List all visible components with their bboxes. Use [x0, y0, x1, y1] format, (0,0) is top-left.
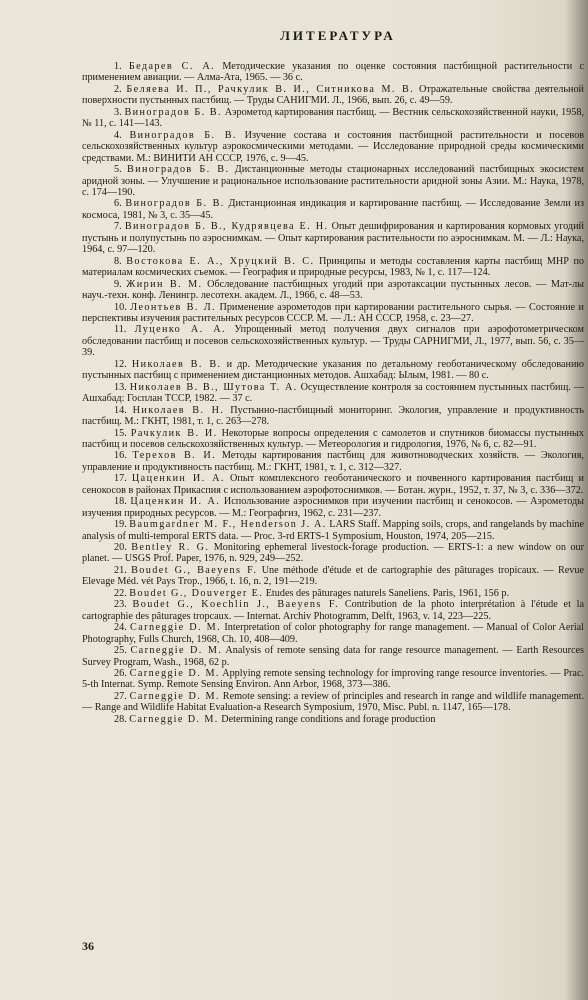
reference-number: 22. — [114, 587, 127, 599]
reference-number: 19. — [114, 519, 127, 531]
reference-author: Виноградов Б. В. — [124, 106, 222, 118]
reference-author: Boudet G., Baeyens F. — [131, 564, 258, 576]
reference-author: Цаценкин И. А. — [130, 496, 221, 508]
reference-number: 25. — [114, 645, 127, 657]
reference-number: 26. — [114, 668, 127, 680]
reference-item — [82, 84, 584, 107]
reference-item — [82, 61, 584, 84]
reference-item — [82, 164, 584, 198]
reference-item — [82, 302, 584, 325]
reference-number: 2. — [114, 83, 122, 95]
reference-author: Boudet G., Koechlin J., Baeyens F. — [132, 599, 340, 611]
reference-author: Николаев В. В. — [131, 358, 222, 370]
reference-item — [82, 622, 584, 645]
reference-item — [82, 588, 584, 599]
reference-author: Carneggie D. M. — [129, 668, 220, 680]
reference-number: 4. — [114, 129, 122, 141]
reference-number: 21. — [114, 564, 127, 576]
reference-author: Жирин В. М. — [126, 278, 203, 290]
reference-author: Терехов В. И. — [132, 450, 217, 462]
reference-number: 5. — [114, 164, 122, 176]
reference-number: 13. — [114, 381, 127, 393]
reference-author: Востокова Е. А., Хруцкий В. С. — [126, 255, 315, 267]
reference-item — [82, 382, 584, 405]
reference-text: Изучение состава и состояния пастбищной растительности и посевов сельскохозяйственных культур аэрокосмическими методами. — Исследование природной среды космическими средствами. М.: ВИНИТИ АН СССР, 1976, с. 9—45. — [82, 129, 585, 164]
reference-author: Boudet G., Douverger E. — [129, 587, 264, 599]
reference-author: Беляева И. П., Рачкулик В. И., Ситникова М. В. — [126, 83, 415, 95]
reference-author: Carneggie D. M. — [129, 713, 219, 725]
reference-item — [82, 405, 584, 428]
reference-number: 16. — [114, 450, 127, 462]
reference-item — [82, 599, 584, 622]
reference-text: Опыт дешифрирования и картирования кормовых угодий пустынь и полупустынь по аэроснимкам. — Опыт картирования растительности по аэроснимкам. М. — Л.: Наука, 1964, с. 97—120. — [82, 221, 585, 256]
reference-author: Baumgardner M. F., Henderson J. A. — [129, 519, 327, 531]
reference-item — [82, 645, 584, 668]
reference-text: Некоторые вопросы определения с самолетов и спутников биомассы пустынных пастбищ и посевов сельскохозяйственных культур. — Метеорология и гидрология, 1976, № 6, с. 82—91. — [82, 427, 584, 450]
reference-author: Цаценкин И. А. — [131, 473, 225, 485]
reference-item — [82, 668, 584, 691]
reference-text: Аэрометод картирования пастбищ. — Вестник сельскохозяйственной науки, 1958, № 11, с. 141—143. — [82, 106, 585, 130]
reference-number: 8. — [114, 255, 122, 267]
page-title: ЛИТЕРАТУРА — [280, 28, 396, 43]
reference-text: LARS Staff. Mapping soils, crops, and rangelands by machine analysis of multi-temporal ERTS data. — Proc. 3-rd ERTS-1 Symposium, Houston, 1974, 205—215. — [82, 519, 585, 542]
reference-item — [82, 428, 584, 451]
reference-item — [82, 450, 584, 473]
reference-text: Опыт комплексного геоботанического и почвенного картирования пастбищ и сенокосов в районах Прикаспия с использованием аэрофотоснимков. — Ботан. журн., 1952, т. 37, № 3, с. 336—372. — [82, 473, 584, 496]
reference-number: 9. — [114, 278, 122, 290]
reference-item — [82, 130, 584, 164]
reference-number: 18. — [114, 496, 127, 508]
reference-item — [82, 279, 584, 302]
reference-text: Remote sensing: a review of principles and research in range and wildlife management. — Range and Wildlife Habitat Evaluation-a Research Symposium, 1970, Misc. Publ. n. 1147, 165—178. — [82, 690, 585, 714]
reference-item — [82, 256, 584, 279]
reference-item — [82, 198, 584, 221]
reference-item — [82, 473, 584, 496]
reference-text: Обследование пастбищных угодий при аэротаксации пустынных лесов. — Мат-лы науч.-техн. конф. Ленингр. лесотехн. академ. Л., 1966, с. 48—53. — [82, 278, 584, 302]
reference-text: Une méthode d'étude et de cartographie des pâturages tropicaux. — Revue Elevage Méd. vét Pays Trop., 1966, t. 16, n. 2, 191—219. — [82, 564, 585, 588]
reference-number: 12. — [114, 358, 127, 370]
reference-item — [82, 496, 584, 519]
reference-item — [82, 359, 584, 382]
reference-author: Carneggie D. M. — [130, 622, 222, 634]
reference-text: Методические указания по оценке состояния пастбищной растительности с применением авиации. — Алма-Ата, 1965. — 36 с. — [82, 61, 585, 84]
reference-text: Etudes des pâturages naturels Saneliens. Paris, 1961, 156 p. — [265, 587, 510, 599]
reference-item — [82, 221, 584, 255]
reference-number: 11. — [114, 324, 127, 336]
reference-number: 27. — [114, 690, 127, 702]
reference-author: Виноградов Б. В. — [126, 164, 230, 176]
reference-author: Николаев В. Н. — [132, 404, 225, 416]
reference-text: Принципы и методы составления карты пастбищ МНР по материалам космических съемок. — География и природные ресурсы, 1983, № 1, с. 117—124. — [82, 255, 585, 279]
reference-text: Упрощенный метод получения двух сигналов при аэрофотометрическом обследовании пастбищ и посевов сельскохозяйственных культур. — Труды САРНИГМИ, Л., 1977, вып. 56, с. 35—39. — [82, 324, 584, 359]
reference-text: Monitoring ephemeral livestock-forage production. — ERTS-1: a new window on our planet. — USGS Prof. Paper, 1976, n. 929, 249—252. — [82, 542, 585, 565]
reference-author: Луценко А. А. — [134, 324, 227, 336]
reference-item — [82, 519, 584, 542]
reference-author: Виноградов Б. В. — [129, 129, 237, 141]
reference-item — [82, 542, 584, 565]
reference-number: 10. — [114, 301, 127, 313]
reference-number: 7. — [114, 221, 122, 233]
reference-text: Использование аэроснимков при изучении пастбищ и сенокосов. — Аэрометоды изучения природных ресурсов. — М.: Географгиз, 1962, с. 231—237. — [82, 496, 585, 519]
reference-author: Carneggie D. M. — [129, 690, 220, 702]
reference-list — [82, 61, 584, 725]
reference-number: 23. — [114, 599, 127, 611]
reference-text: Применение аэрометодов при картировании растительного сырья. — Состояние и перспективы изучения растительных ресурсов СССР. М. — Л.: АН СССР, 1958, с. 23—27. — [82, 301, 584, 324]
page-number: 36 — [82, 939, 94, 953]
reference-text: Методы картирования пастбищ для животноводческих хозяйств. — Экология, управление и продуктивность пастбищ. М.: ГКНТ, 1981, т. 1, с. 312—327. — [82, 450, 584, 473]
reference-author: Bentley R. G. — [131, 542, 210, 554]
reference-text: Осуществление контроля за состоянием пустынных пастбищ. — Ашхабад: Госплан ТССР, 1982. — 37 с. — [82, 381, 585, 405]
reference-text: Пустынно-пастбищный мониторинг. Экология, управление и продуктивность пастбищ. М.: ГКНТ, 1981, т. 1, с. 263—278. — [82, 404, 585, 428]
reference-author: Бедарев С. А. — [128, 61, 216, 72]
reference-text: Analysis of remote sensing data for range resource management. — Earth Resources Survey Program, Wash., 1968, 62 p. — [82, 645, 584, 668]
reference-number: 15. — [114, 427, 127, 439]
reference-author: Виноградов Б. В., Кудрявцева Е. Н. — [124, 221, 329, 233]
reference-text: Determining range conditions and forage production — [221, 713, 436, 725]
reference-number: 28. — [114, 713, 127, 725]
reference-text: Отражательные свойства деятельной поверхности пустынных пастбищ. — Труды САНИГМИ. Л., 1966, вып. 26, с. 49—59. — [82, 83, 584, 107]
reference-text: Applying remote sensing technology for improving range resource inventories. — Prac. 5-th Internat. Symp. Remote Sensing Environ. Ann Arbor, 1968, 373—386. — [82, 668, 585, 691]
reference-author: Carneggie D. M. — [130, 645, 223, 657]
reference-number: 3. — [114, 106, 122, 118]
reference-text: Дистанционная индикация и картирование пастбищ. — Исследование Земли из космоса, 1981, № 3, с. 35—45. — [82, 198, 585, 221]
reference-author: Рачкулик В. И. — [130, 427, 218, 439]
reference-item — [82, 714, 584, 725]
reference-item — [82, 691, 584, 714]
reference-number: 24. — [114, 622, 127, 634]
reference-text: Interpretation of color photography for range management. — Manual of Color Aerial Photography, Fulls Church, 1968, Ch. 10, 408—409. — [82, 622, 585, 645]
reference-text: и др. Методические указания по детальному геоботаническому обследованию пустынных пастбищ с применением дистанционных методов. Ашхабад: Ылым, 1981. — 80 с. — [82, 358, 585, 382]
reference-number: 20. — [114, 542, 127, 554]
reference-number: 1. — [114, 61, 122, 72]
reference-author: Леонтьев В. Л. — [130, 301, 216, 313]
reference-item — [82, 324, 584, 358]
reference-author: Виноградов Б. В. — [125, 198, 225, 210]
reference-text: Дистанционные методы стационарных исследований пастбищных экосистем аридной зоны. — Улучшение и рациональное использование растительности аридной зоны Азии. М.: Наука, 1978, с. 174—190. — [82, 164, 585, 198]
reference-text: Contribution de la photo interprétation à l'étude et la cartographie des pâturages tropcaux. — Internat. Archiv Photogramm, Delft, 1963, v. 14, 223—225. — [82, 599, 585, 622]
reference-item — [82, 565, 584, 588]
reference-author: Николаев В. В., Шутова Т. А. — [129, 381, 298, 393]
reference-item — [82, 107, 584, 130]
reference-number: 14. — [114, 404, 127, 416]
reference-number: 17. — [114, 473, 127, 485]
reference-number: 6. — [114, 198, 122, 210]
